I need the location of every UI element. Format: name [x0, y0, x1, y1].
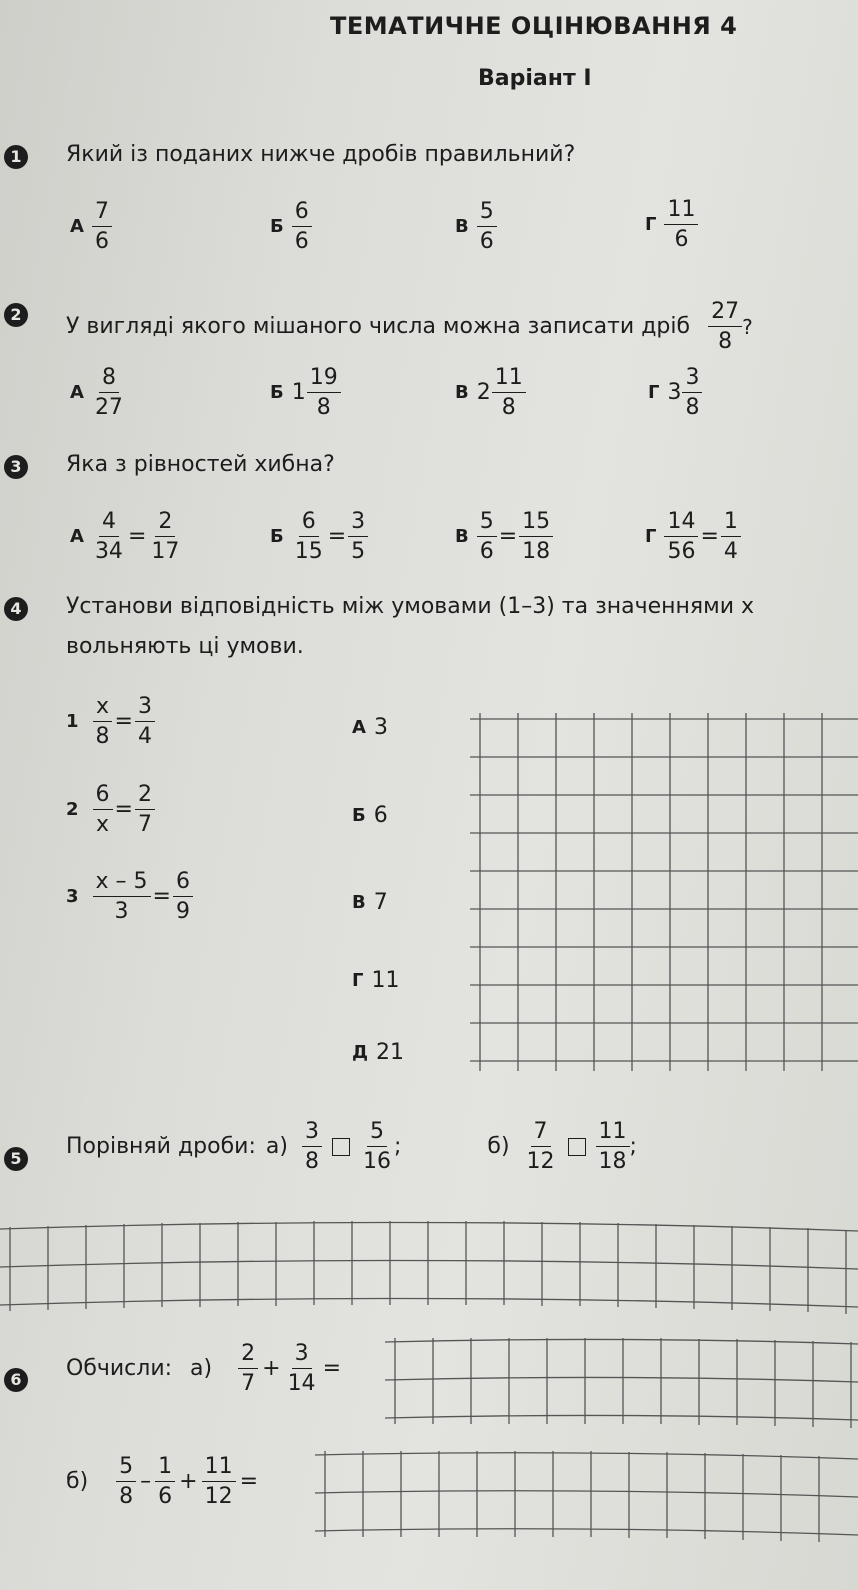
equals-sign: =	[152, 884, 171, 910]
fraction: $\frac{3}{14}$	[287, 1341, 316, 1397]
option-letter: Б	[270, 526, 284, 548]
fraction: $\frac{3}{8}$	[682, 366, 702, 419]
fraction: $\frac{6}{15}$	[294, 509, 323, 565]
answer-value: 3	[373, 715, 388, 740]
question-1-text: Який із поданих нижче дробів правильний?	[66, 142, 576, 167]
option-letter: Г	[645, 214, 657, 236]
fraction: $\frac{3}{5}$	[348, 510, 368, 563]
answer-letter: Д	[352, 1042, 369, 1063]
option-letter: В	[455, 216, 469, 238]
question-6-text: Обчисли:	[66, 1356, 173, 1382]
fraction: $\frac{5}{6}$	[477, 200, 497, 253]
question-4-text-line-1: Установи відповідність між умовами (1–3) та значеннями х	[66, 594, 755, 619]
option-letter: А	[70, 382, 84, 404]
option-letter: А	[70, 526, 84, 548]
plus-sign: +	[262, 1356, 281, 1382]
equals-sign: =	[327, 524, 347, 550]
plus-sign: +	[179, 1469, 198, 1495]
option-letter: Г	[648, 382, 660, 404]
fraction: $\frac{6}{9}$	[173, 870, 193, 923]
option-letter: Г	[645, 526, 657, 548]
q2-option-b[interactable]	[270, 366, 341, 419]
equals-sign: =	[700, 524, 719, 550]
question-number-5: 5	[4, 1147, 28, 1171]
fraction: $\frac{x}{8}$	[93, 695, 113, 748]
part-b-label: б)	[487, 1134, 510, 1160]
compare-box-b[interactable]	[568, 1138, 586, 1156]
fraction: $\frac{4}{34}$	[94, 509, 123, 565]
q1-option-a[interactable]	[70, 200, 112, 253]
part-a-label: а)	[190, 1356, 213, 1382]
fraction: $\frac{11}{18}$	[596, 1120, 630, 1173]
question-number-6: 6	[4, 1368, 28, 1392]
question-5-text: Порівняй дроби:	[66, 1134, 256, 1160]
fraction: $\frac{19}{8}$	[307, 366, 341, 419]
q1-option-b[interactable]	[270, 200, 312, 253]
whole-part: 1	[291, 380, 306, 406]
q6a-answer-grid[interactable]	[385, 1330, 858, 1440]
fraction: $\frac{15}{18}$	[519, 510, 553, 563]
fraction: $\frac{5}{6}$	[477, 510, 497, 563]
answer-letter: Г	[352, 970, 364, 991]
q5-work-grid[interactable]	[0, 1215, 858, 1325]
q1-option-d[interactable]	[645, 198, 698, 251]
fraction: $\frac{x - 5}{3}$	[93, 870, 151, 923]
q2-option-d[interactable]	[648, 366, 702, 419]
q6b-answer-grid[interactable]	[315, 1443, 858, 1553]
fraction: $\frac{11}{12}$	[202, 1455, 236, 1508]
condition-label: 3	[66, 886, 79, 908]
fraction: $\frac{3}{4}$	[135, 695, 155, 748]
q4-answer-d[interactable]	[352, 968, 399, 993]
condition-label: 2	[66, 799, 79, 821]
answer-value: 11	[371, 968, 400, 993]
q4-condition-1	[66, 695, 155, 748]
question-4-text-line-2: вольняють ці умови.	[66, 634, 304, 659]
question-6-row-a	[66, 1342, 345, 1395]
answer-letter: В	[352, 892, 366, 913]
equals-sign: =	[114, 709, 133, 735]
option-letter: В	[455, 382, 469, 404]
fraction: $\frac{11}{8}$	[492, 366, 526, 419]
answer-value: 21	[376, 1040, 405, 1065]
variant-label: Варіант І	[478, 66, 592, 91]
minus-sign: –	[140, 1469, 152, 1495]
whole-part: 2	[476, 380, 491, 406]
answer-letter: Б	[352, 805, 366, 826]
fraction: $\frac{7}{12}$	[526, 1119, 555, 1175]
part-a-label: а)	[265, 1134, 288, 1160]
part-b-label: б)	[66, 1469, 89, 1495]
option-letter: Б	[270, 382, 284, 404]
equals-sign: =	[239, 1469, 259, 1495]
fraction: $\frac{1}{6}$	[155, 1455, 175, 1508]
q4-answer-c[interactable]	[352, 890, 388, 915]
fraction: $\frac{5}{16}$	[362, 1119, 391, 1175]
fraction: $\frac{14}{56}$	[664, 510, 698, 563]
q4-condition-2	[66, 783, 155, 836]
q4-answer-b[interactable]	[352, 803, 388, 828]
whole-part: 3	[667, 380, 682, 406]
fraction: $\frac{2}{7}$	[135, 783, 155, 836]
condition-label: 1	[66, 711, 79, 733]
fraction: $\frac{2}{7}$	[238, 1342, 258, 1395]
fraction: $\frac{1}{4}$	[721, 510, 741, 563]
fraction: $\frac{6}{6}$	[292, 200, 312, 253]
option-letter: Б	[270, 216, 284, 238]
option-letter: В	[455, 526, 469, 548]
equals-sign: =	[498, 524, 518, 550]
fraction: $\frac{5}{8}$	[116, 1455, 136, 1508]
fraction: $\frac{6}{x}$	[93, 783, 113, 836]
q2-option-c[interactable]	[455, 366, 526, 419]
question-number-4: 4	[4, 597, 28, 621]
q4-answer-grid[interactable]	[470, 705, 858, 1080]
q3-option-c[interactable]	[455, 510, 553, 563]
answer-letter: А	[352, 717, 366, 738]
q2-option-a[interactable]	[70, 366, 126, 419]
q3-option-d[interactable]	[645, 510, 741, 563]
compare-box-a[interactable]	[332, 1138, 350, 1156]
fraction: $\frac{8}{27}$	[94, 365, 123, 421]
answer-value: 7	[373, 890, 388, 915]
q4-condition-3	[66, 870, 193, 923]
question-6-row-b	[66, 1455, 262, 1508]
fraction: $\frac{2}{17}$	[151, 509, 180, 565]
question-5-row	[66, 1120, 637, 1173]
q1-option-c[interactable]	[455, 200, 497, 253]
question-2-label: У вигляді якого мішаного числа можна записати дріб	[66, 314, 691, 340]
fraction: $\frac{3}{8}$	[302, 1120, 322, 1173]
question-2-text	[66, 300, 753, 353]
fraction: $\frac{11}{6}$	[664, 198, 698, 251]
semicolon: ;	[629, 1134, 637, 1160]
question-number-1: 1	[4, 145, 28, 169]
q3-option-b[interactable]	[270, 510, 368, 563]
answer-value: 6	[373, 803, 388, 828]
question-number-3: 3	[4, 455, 28, 479]
equals-sign: =	[114, 797, 133, 823]
q3-option-a[interactable]	[70, 510, 182, 563]
page-title: ТЕМАТИЧНЕ ОЦІНЮВАННЯ 4	[330, 12, 738, 40]
fraction: $\frac{7}{6}$	[92, 200, 112, 253]
fraction: $\frac{27}{8}$	[708, 300, 742, 353]
equals-sign: =	[322, 1356, 341, 1382]
option-letter: А	[70, 216, 84, 238]
semicolon: ;	[393, 1134, 402, 1160]
question-3-text: Яка з рівностей хибна?	[66, 452, 335, 477]
q4-answer-e[interactable]	[352, 1040, 404, 1065]
equals-sign: =	[127, 524, 147, 550]
question-number-2: 2	[4, 303, 28, 327]
q4-answer-a[interactable]	[352, 715, 388, 740]
question-mark: ?	[742, 314, 753, 339]
